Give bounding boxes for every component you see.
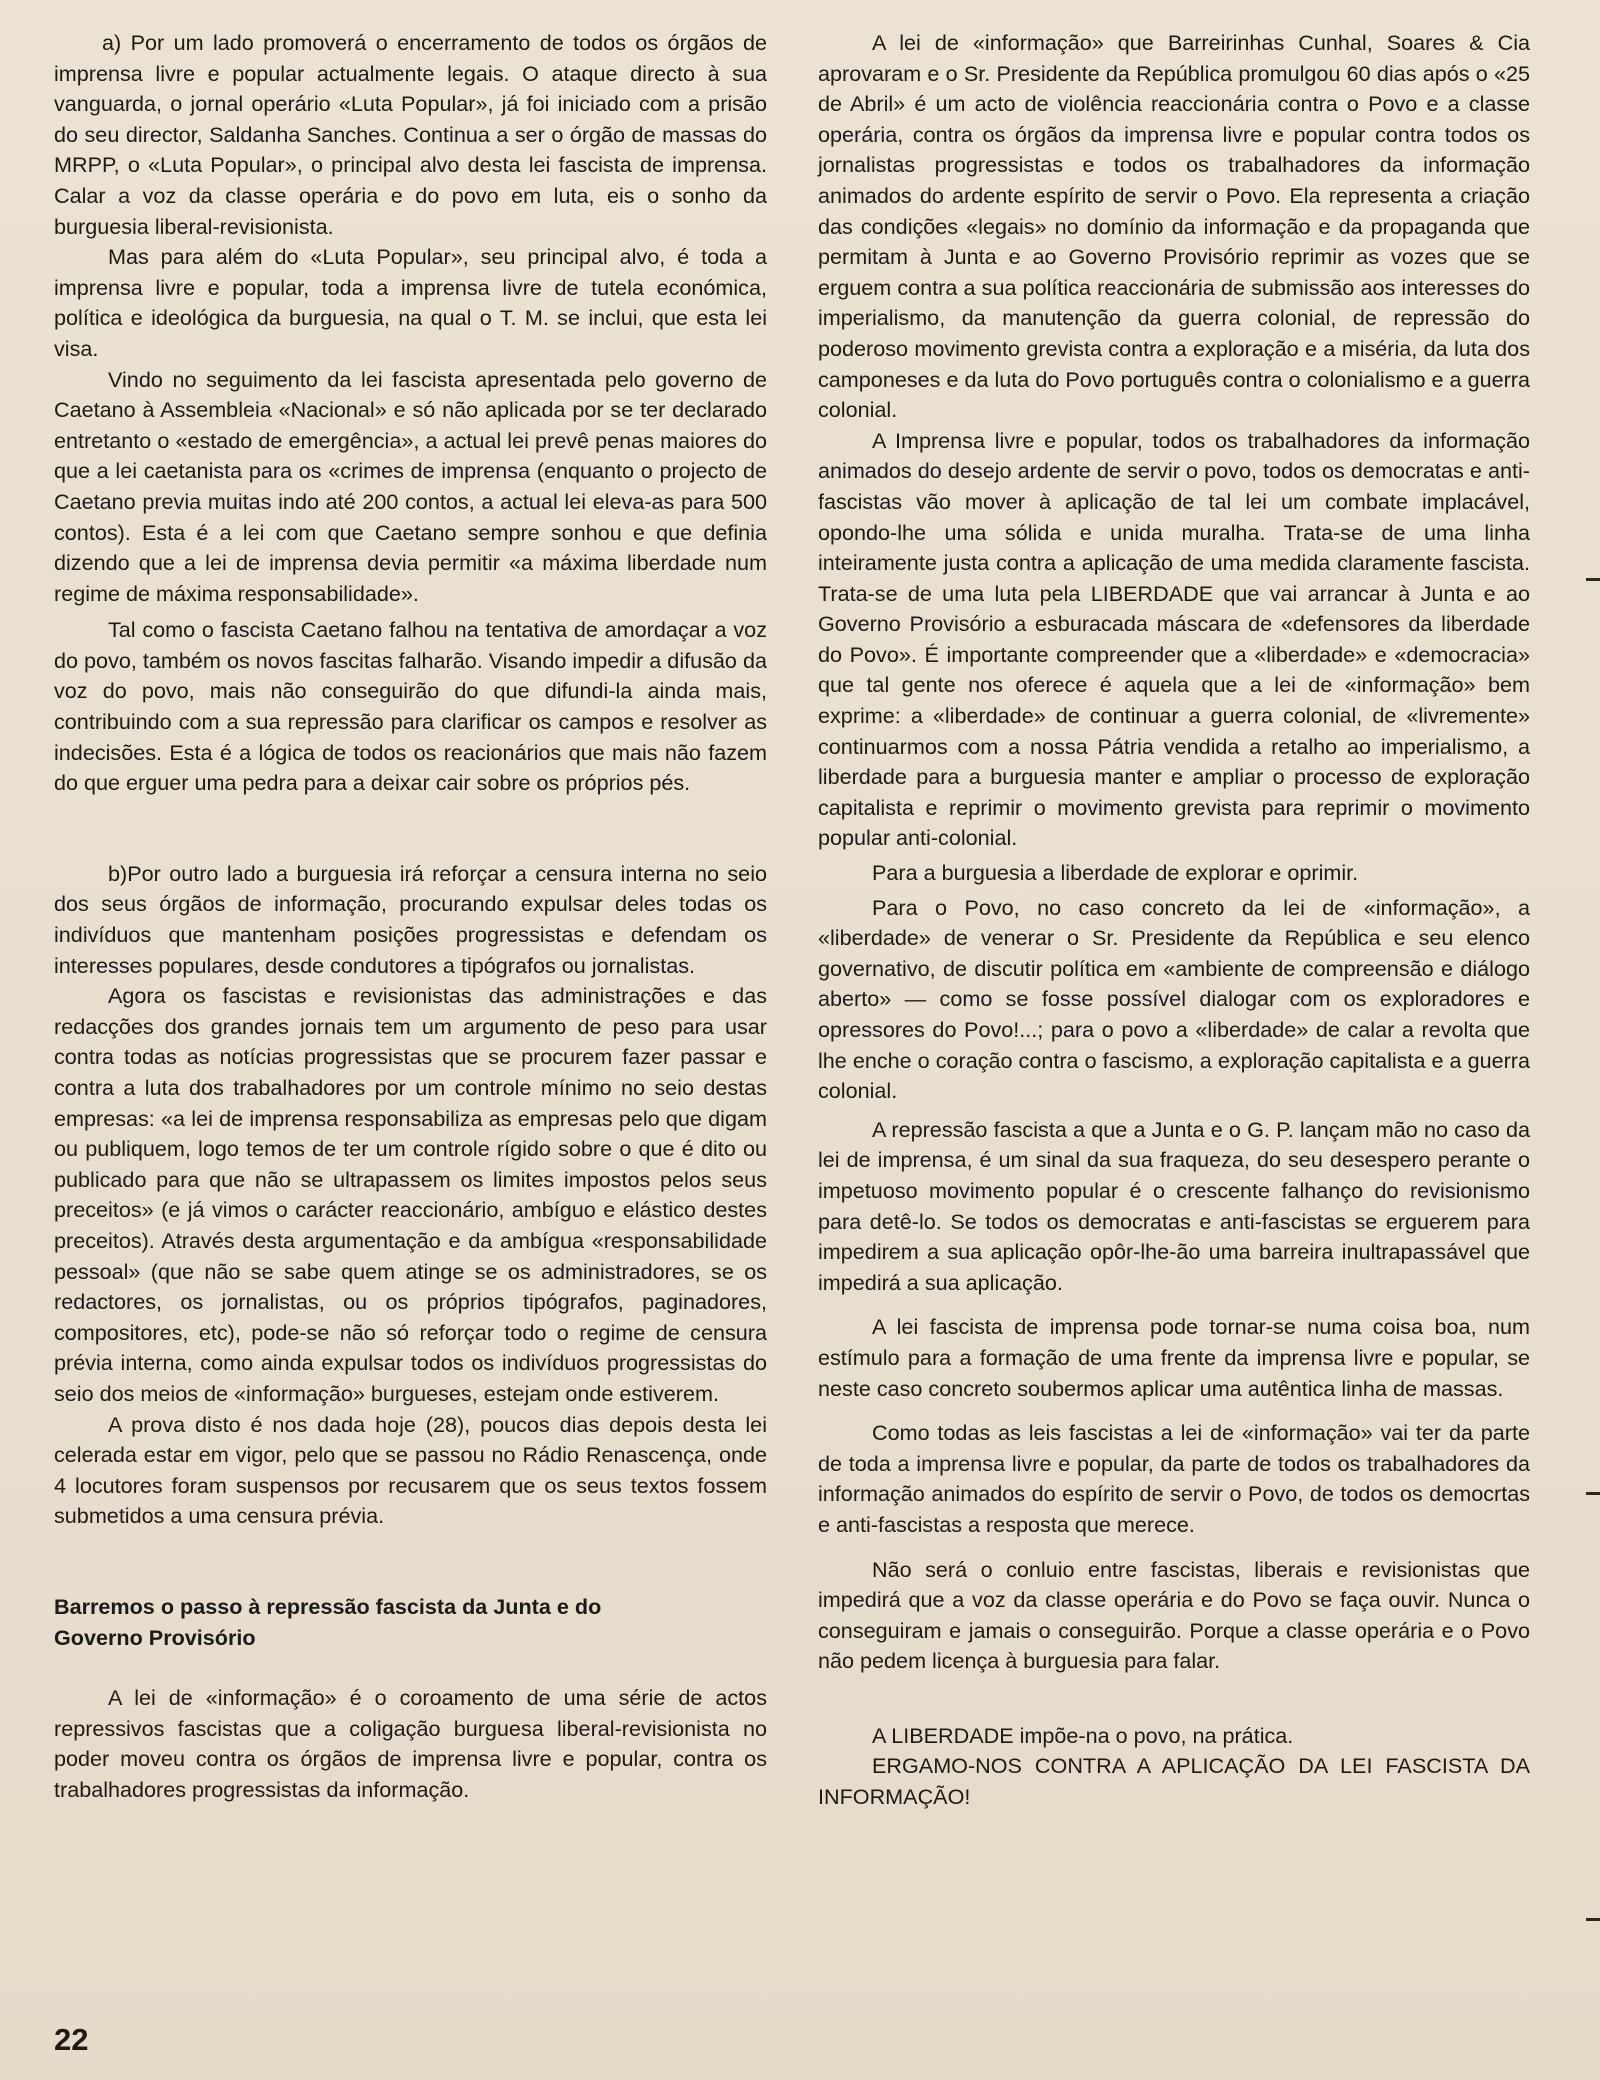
page-number: 22 <box>54 2022 89 2057</box>
paragraph: Para a burguesia a liberdade de explorar e oprimir. <box>872 860 1359 886</box>
paragraph: A prova disto é nos dada hoje (28), poucos dias depois desta lei celerada estar em vigor, pelo que se passou no Rádio Renascença, onde 4 locutores foram suspensos por recusarem que os seus textos fossem submetidos a uma censura prévia. <box>54 1411 767 1529</box>
paragraph: A lei fascista de imprensa pode tornar-se numa coisa boa, num estímulo para a formação de uma frente da imprensa livre e popular, se neste caso concreto soubermos aplicar uma autêntica linha de massas. <box>818 1314 1530 1401</box>
right-column <box>818 28 1530 1813</box>
closing-slogan: ERGAMO-NOS CONTRA A APLICAÇÃO DA LEI FASCISTA DA INFORMAÇÃO! <box>818 1753 1530 1810</box>
edge-mark <box>1586 1492 1600 1495</box>
paragraph: Não será o conluio entre fascistas, liberais e revisionistas que impedirá que a voz da classe operária e do Povo se faça ouvir. Nunca o conseguiram e jamais o conseguirão. Porque a classe operária e o Povo não pedem licença à burguesia para falar. <box>818 1556 1530 1674</box>
paragraph-b: b)Por outro lado a burguesia irá reforçar a censura interna no seio dos seus órgãos de informação, procurando expulsar deles todas os indivíduos que mantenham posições progressistas e defendam os interesses populares, desde condutores a tipógrafos ou jornalistas. <box>54 860 767 978</box>
closing-line: A LIBERDADE impõe-na o povo, na prática. <box>872 1722 1294 1748</box>
paragraph: Como todas as leis fascistas a lei de «informação» vai ter da parte de toda a imprensa livre e popular, da parte de todos os trabalhadores da informação animados do espírito de servir o Povo, de todos os democrtas e anti-fascistas a resposta que merece. <box>818 1420 1530 1537</box>
paragraph: Mas para além do «Luta Popular», seu principal alvo, é toda a imprensa livre e popular, toda a imprensa livre de tutela económica, política e ideológica da burguesia, na qual o T. M. se inclui, que esta lei visa. <box>54 244 767 361</box>
paragraph: A lei de «informação» que Barreirinhas Cunhal, Soares & Cia aprovaram e o Sr. Presidente da República promulgou 60 dias após o «25 de Abril» é um acto de violência reaccionária contra o Povo e a classe operária, contra os órgãos da imprensa livre e popular contra todos os jornalistas progressistas e todos os trabalhadores da informação animados do ardente espírito de servir o Povo. Ela representa a criação das condições «legais» no domínio da informação e da propaganda que permitam à Junta e ao Governo Provisório reprimir as vozes que se erguem contra a sua política reaccionária de submissão aos interesses do imperialismo, da manutenção da guerra colonial, de repressão do poderoso movimento grevista contra a exploração e a miséria, da luta dos camponeses e da luta do Povo português contra o colonialismo e a guerra colonial. <box>818 30 1530 423</box>
edge-mark <box>1586 578 1600 581</box>
paragraph: Tal como o fascista Caetano falhou na tentativa de amordaçar a voz do povo, também os novos fascitas falharão. Visando impedir a difusão da voz do povo, mais não conseguirão do que difundi-la ainda mais, contribuindo com a sua repressão para clarificar os campos e resolver as indecisões. Esta é a lógica de todos os reacionários que mais não fazem do que erguer uma pedra para a deixar cair sobre os próprios pés. <box>54 617 767 796</box>
section-heading: Barremos o passo à repressão fascista da Junta e do Governo Provisório <box>54 1593 602 1650</box>
paragraph: Agora os fascistas e revisionistas das administrações e das redacções dos grandes jornais tem um argumento de peso para usar contra todas as notícias progressistas que se procurem fazer passar e contra a luta dos trabalhadores por um controle mínimo no seio destas empresas: «a lei de imprensa responsabiliza as empresas pelo que digam ou publiquem, logo temos de ter um controle rígido sobre o que é dito ou publicado para que não se ultrapassem os limites impostos pelos seus preceitos» (e já vimos o carácter reaccionário, ambíguo e elástico destes preceitos). Através desta argumentação e da ambígua «responsabilidade pessoal» (que não se sabe quem atinge se os administradores, se os redactores, os jornalistas, ou os próprios tipógrafos, paginadores, compositores, etc), pode-se não só reforçar todo o regime de censura prévia interna, como ainda expulsar todos os indivíduos progressistas do seio dos meios de «informação» burgueses, estejam onde estiverem. <box>54 983 767 1406</box>
left-column <box>54 28 767 1805</box>
paragraph: Para o Povo, no caso concreto da lei de «informação», a «liberdade» de venerar o Sr. Presidente da República e seu elenco governativo, de discutir política em «ambiente de compreensão e diálogo aberto» — como se fosse possível dialogar com os exploradores e opressores do Povo!...; para o povo a «liberdade» de calar a revolta que lhe enche o coração contra o fascismo, a exploração capitalista e a guerra colonial. <box>818 894 1530 1104</box>
paragraph: Vindo no seguimento da lei fascista apresentada pelo governo de Caetano à Assembleia «Nacional» e só não aplicada por se ter declarado entretanto o «estado de emergência», a actual lei prevê penas maiores do que a lei caetanista para os «crimes de imprensa (enquanto o projecto de Caetano previa muitas indo até 200 contos, a actual lei eleva-as para 500 contos). Esta é a lei com que Caetano sempre sonhou e que definia dizendo que a lei de imprensa devia permitir «a máxima liberdade num regime de máxima responsabilidade». <box>54 366 767 606</box>
paragraph: A repressão fascista a que a Junta e o G. P. lançam mão no caso da lei de imprensa, é um sinal da sua fraqueza, do seu desespero perante o impetuoso movimento popular é o crescente falhanço do revisionismo para detê-lo. Se todos os democratas e anti-fascistas se erguerem para impedirem a sua aplicação opôr-lhe-ão uma barreira inultrapassável que impedirá a sua aplicação. <box>818 1116 1530 1295</box>
paragraph-a: a) Por um lado promoverá o encerramento de todos os órgãos de imprensa livre e popular actualmente legais. O ataque directo à sua vanguarda, o jornal operário «Luta Popular», já foi iniciado com a prisão do seu director, Saldanha Sanches. Continua a ser o órgão de massas do MRPP, o «Luta Popular», o principal alvo desta lei fascista de imprensa. Calar a voz da classe operária e do povo em luta, eis o sonho da burguesia liberal-revisionista. <box>54 30 767 239</box>
paragraph: A Imprensa livre e popular, todos os trabalhadores da informação animados do desejo ardente de servir o povo, todos os democratas e anti-fascistas vão mover à aplicação de tal lei um combate implacável, opondo-lhe uma sólida e unida muralha. Trata-se de uma linha inteiramente justa contra a aplicação de uma medida claramente fascista. Trata-se de uma luta pela LIBERDADE que vai arrancar à Junta e ao Governo Provisório a esburacada máscara de «defensores da liberdade do Povo». É importante compreender que a «liberdade» e «democracia» que tal gente nos oferece é aquela que a lei de «informação» bem exprime: a «liberdade» de continuar a guerra colonial, de «livremente» continuarmos com a nossa Pátria vendida a retalho ao imperialismo, a liberdade para a burguesia manter e ampliar o processo de exploração capitalista e reprimir o movimento grevista para reprimir o movimento popular anti-colonial. <box>818 427 1530 851</box>
paragraph: A lei de «informação» é o coroamento de uma série de actos repressivos fascistas que a coligação burguesa liberal-revisionista no poder moveu contra os órgãos de imprensa livre e popular, contra os trabalhadores progressistas da informação. <box>54 1685 767 1802</box>
edge-mark <box>1586 1918 1600 1921</box>
